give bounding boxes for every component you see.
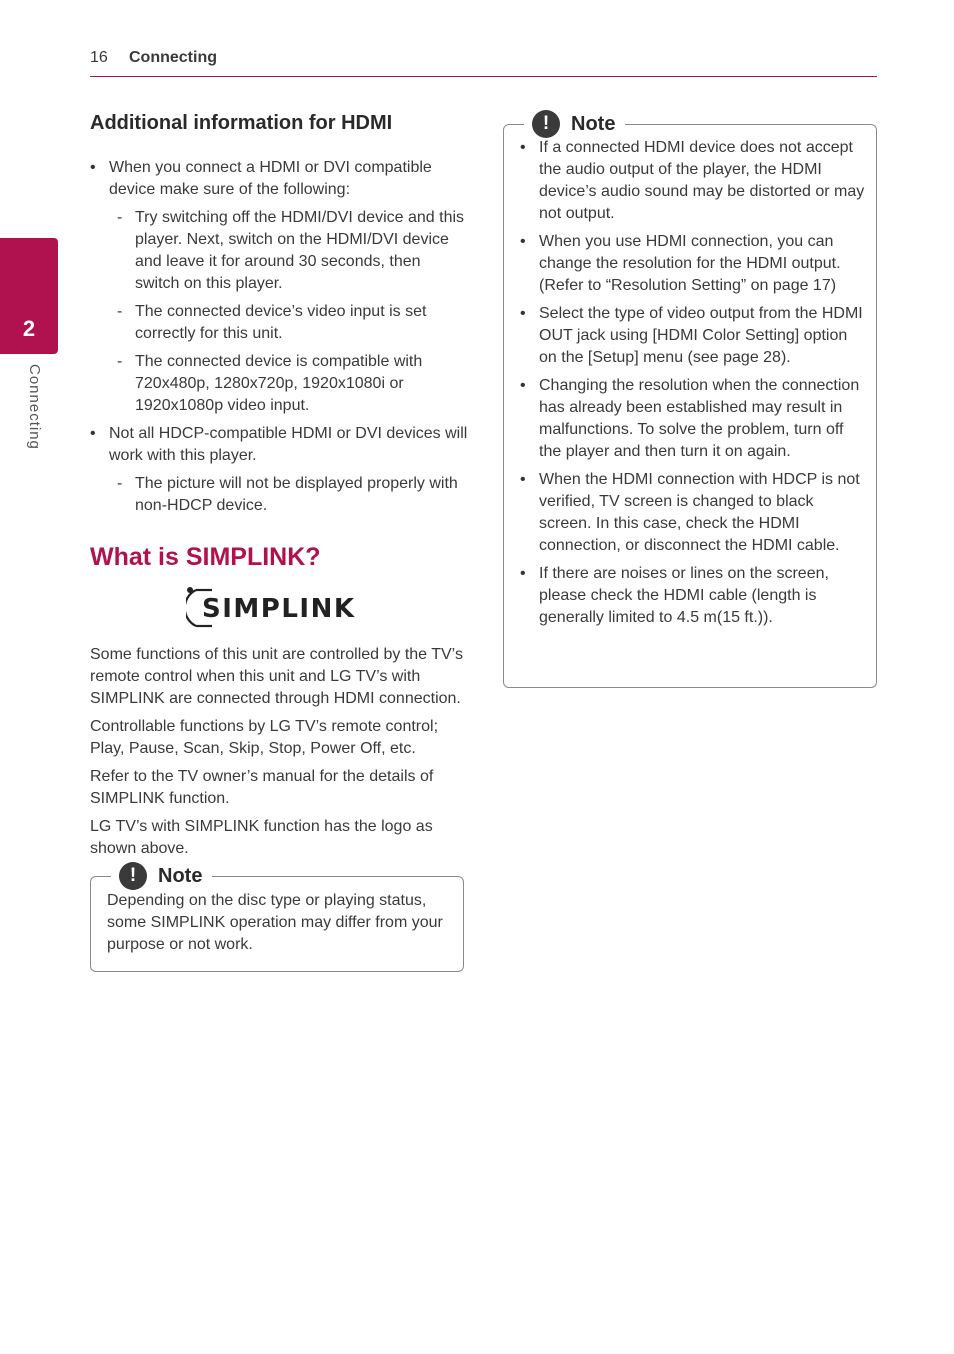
sub-list-item: - The connected device is compatible with 720x480p, 1280x720p, 1920x1080i or 1920x1080p video input. — [109, 351, 468, 417]
chapter-label-text: Connecting — [26, 364, 43, 450]
simplink-logo — [186, 584, 468, 630]
list-item: • Select the type of video output from the HDMI OUT jack using [HDMI Color Setting] option on the [Setup] menu (see page 28). — [520, 303, 865, 369]
list-item — [90, 157, 468, 417]
page-header — [90, 48, 877, 77]
hdmi-note-box — [503, 112, 877, 688]
left-column — [90, 112, 468, 972]
note-header — [524, 110, 625, 138]
note-title: Note — [158, 864, 203, 887]
chapter-number: 2 — [22, 316, 36, 341]
list-item — [90, 423, 468, 517]
hdmi-info-heading: Additional information for HDMI — [90, 112, 393, 134]
list-item: • When you use HDMI connection, you can change the resolution for the HDMI output. (Refer to “Resolution Setting” on page 17) — [520, 231, 865, 297]
svg-text:SIMPLINK: SIMPLINK — [202, 594, 356, 624]
simplink-paragraph: Refer to the TV owner’s manual for the details of SIMPLINK function. — [90, 768, 434, 807]
sub-list — [109, 473, 468, 517]
hdmi-info-list — [90, 157, 468, 517]
list-item: • When the HDMI connection with HDCP is not verified, TV screen is changed to black screen. In this case, check the HDMI connection, or disconnect the HDMI cable. — [520, 469, 865, 557]
note-list — [520, 137, 865, 635]
note-header — [111, 862, 212, 890]
list-item: • Changing the resolution when the connection has already been established may result in malfunctions. To solve the problem, turn off the player and then turn it on again. — [520, 375, 865, 463]
note-title: Note — [571, 112, 616, 135]
exclamation-icon: ! — [532, 110, 560, 138]
chapter-tab — [0, 238, 58, 354]
note-text: Depending on the disc type or playing status, some SIMPLINK operation may differ from your purpose or not work. — [107, 892, 443, 953]
simplink-heading: What is SIMPLINK? — [90, 543, 321, 571]
simplink-paragraph: LG TV’s with SIMPLINK function has the logo as shown above. — [90, 818, 433, 857]
sub-list — [109, 207, 468, 417]
simplink-paragraph: Controllable functions by LG TV’s remote control; Play, Pause, Scan, Skip, Stop, Power Off, etc. — [90, 718, 439, 757]
exclamation-icon: ! — [119, 862, 147, 890]
chapter-label — [25, 364, 45, 474]
list-item: • If a connected HDMI device does not accept the audio output of the player, the HDMI device’s audio sound may be distorted or may not output. — [520, 137, 865, 225]
list-item: • If there are noises or lines on the screen, please check the HDMI cable (length is generally limited to 4.5 m(15 ft.)). — [520, 563, 865, 629]
simplink-logo-icon — [186, 584, 370, 630]
list-item-text: When you connect a HDMI or DVI compatible device make sure of the following: — [109, 159, 432, 198]
list-item-text: Not all HDCP-compatible HDMI or DVI devices will work with this player. — [109, 425, 468, 464]
header-section-title: Connecting — [129, 49, 217, 66]
page-number: 16 — [90, 49, 108, 66]
simplink-note-box — [90, 864, 464, 972]
sub-list-item: - The picture will not be displayed properly with non-HDCP device. — [109, 473, 468, 517]
sub-list-item: - Try switching off the HDMI/DVI device and this player. Next, switch on the HDMI/DVI device and leave it for around 30 seconds, then switch on this player. — [109, 207, 468, 295]
simplink-paragraph: Some functions of this unit are controlled by the TV’s remote control when this unit and LG TV’s with SIMPLINK are connected through HDMI connection. — [90, 646, 463, 707]
right-column — [503, 106, 877, 688]
sub-list-item: - The connected device’s video input is set correctly for this unit. — [109, 301, 468, 345]
